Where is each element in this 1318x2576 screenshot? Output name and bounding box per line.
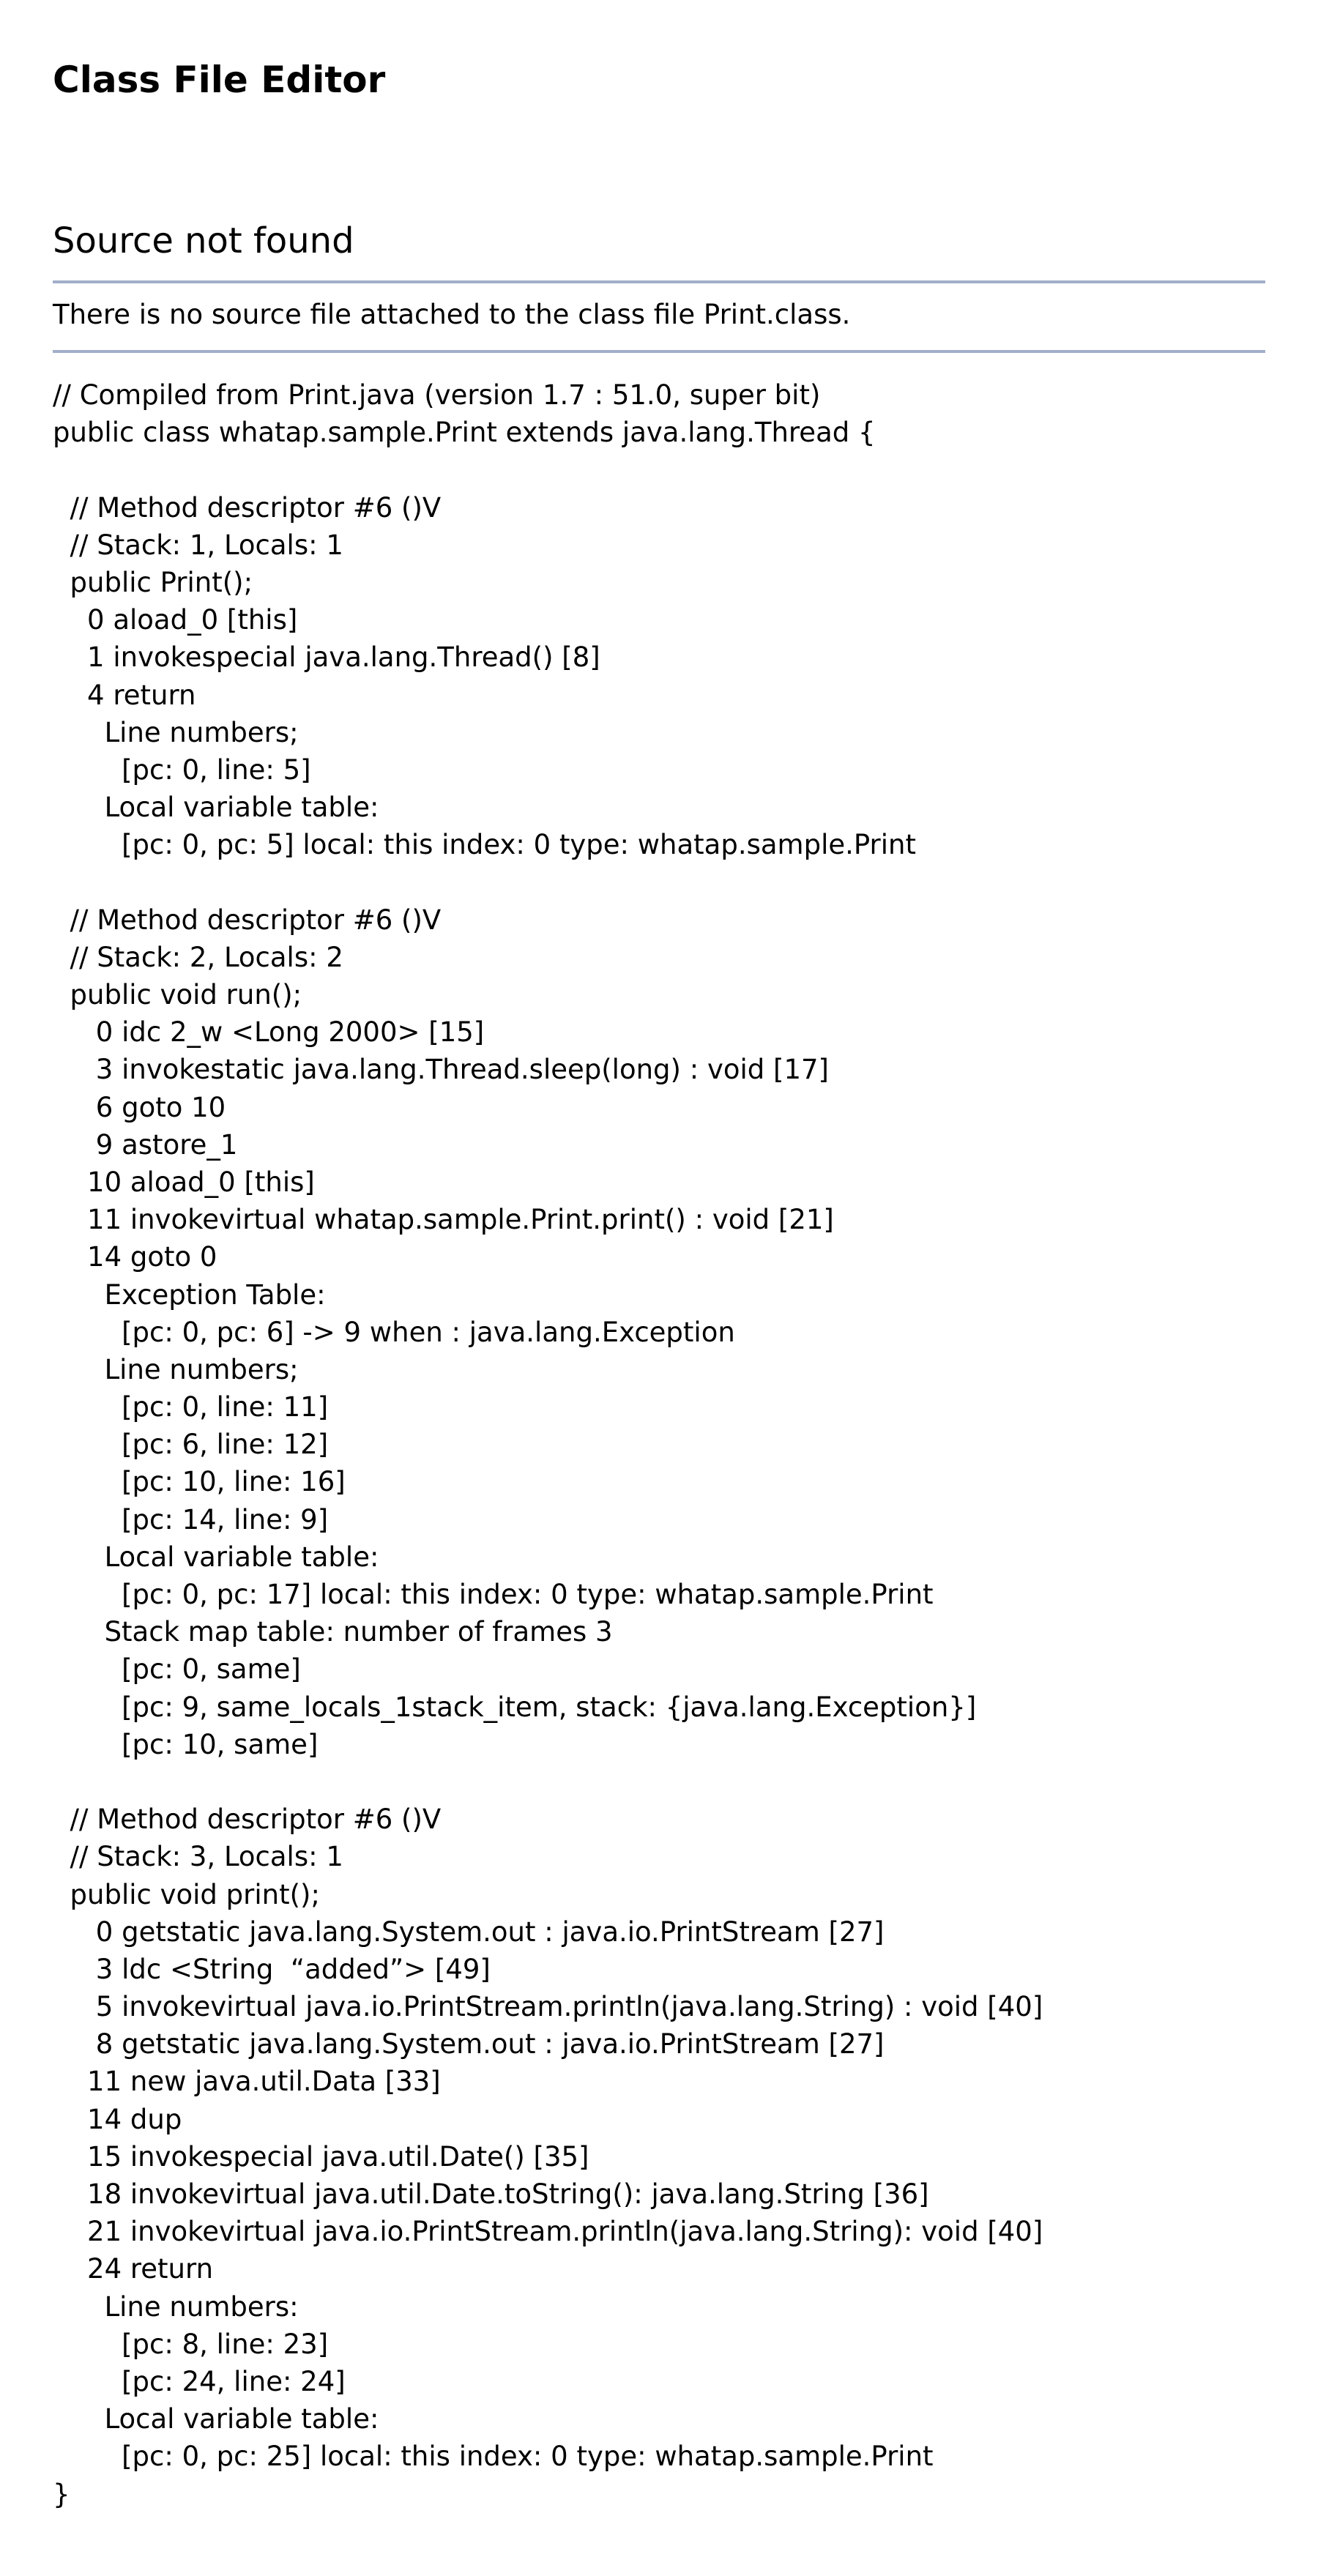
bytecode-line: [pc: 0, pc: 6] -> 9 when : java.lang.Exception bbox=[53, 1316, 735, 1348]
source-not-found-heading: Source not found bbox=[53, 220, 354, 261]
bytecode-line: public void run(); bbox=[53, 979, 302, 1010]
bytecode-line: [pc: 8, line: 23] bbox=[53, 2328, 329, 2360]
bytecode-line bbox=[53, 451, 1043, 488]
bytecode-line: 11 new java.util.Data [33] bbox=[53, 2066, 441, 2098]
bytecode-line: 3 ldc <String “added”> [49] bbox=[53, 1953, 491, 1985]
bytecode-line: [pc: 6, line: 12] bbox=[53, 1429, 329, 1461]
bytecode-line: 21 invokevirtual java.io.PrintStream.println(java.lang.String): void [40] bbox=[53, 2216, 1043, 2248]
bytecode-line: // Stack: 2, Locals: 2 bbox=[53, 941, 343, 973]
bytecode-line: // Method descriptor #6 ()V bbox=[53, 904, 442, 936]
bytecode-line: // Compiled from Print.java (version 1.7 : 51.0, super bit) bbox=[53, 379, 821, 411]
bytecode-line: 8 getstatic java.lang.System.out : java.io.PrintStream [27] bbox=[53, 2028, 885, 2061]
bytecode-line: [pc: 10, same] bbox=[53, 1728, 319, 1760]
bytecode-line: Local variable table: bbox=[53, 792, 379, 824]
bytecode-line: 6 goto 10 bbox=[53, 1091, 226, 1123]
bytecode-line: Stack map table: number of frames 3 bbox=[53, 1616, 613, 1648]
bytecode-line: [pc: 0, pc: 25] local: this index: 0 type: whatap.sample.Print bbox=[53, 2441, 934, 2473]
bytecode-line: [pc: 0, same] bbox=[53, 1653, 301, 1686]
bytecode-line: public void print(); bbox=[53, 1878, 320, 1910]
bytecode-line: Local variable table: bbox=[53, 2403, 379, 2435]
bytecode-line: // Stack: 3, Locals: 1 bbox=[53, 1841, 343, 1873]
bytecode-line: Line numbers: bbox=[53, 2290, 299, 2323]
bytecode-line: [pc: 14, line: 9] bbox=[53, 1503, 329, 1535]
bytecode-line: // Method descriptor #6 ()V bbox=[53, 1803, 442, 1836]
bytecode-line: 24 return bbox=[53, 2253, 214, 2285]
bytecode-line: [pc: 0, pc: 17] local: this index: 0 type: whatap.sample.Print bbox=[53, 1579, 934, 1610]
bytecode-line: 0 getstatic java.lang.System.out : java.io.PrintStream [27] bbox=[53, 1916, 885, 1948]
bytecode-line: public class whatap.sample.Print extends java.lang.Thread { bbox=[53, 417, 876, 449]
bytecode-line: [pc: 0, pc: 5] local: this index: 0 type: whatap.sample.Print bbox=[53, 829, 916, 861]
bytecode-line: 4 return bbox=[53, 679, 196, 711]
bytecode-line: 18 invokevirtual java.util.Date.toString(): java.lang.String [36] bbox=[53, 2178, 929, 2210]
bytecode-line: 3 invokestatic java.lang.Thread.sleep(long) : void [17] bbox=[53, 1054, 829, 1086]
bytecode-line: Exception Table: bbox=[53, 1278, 326, 1311]
divider-top bbox=[53, 280, 1265, 283]
bytecode-line: Line numbers; bbox=[53, 716, 299, 748]
bytecode-line: 1 invokespecial java.lang.Thread() [8] bbox=[53, 641, 600, 674]
bytecode-line: 14 dup bbox=[53, 2103, 182, 2135]
bytecode-line bbox=[53, 863, 1043, 901]
bytecode-line: [pc: 9, same_locals_1stack_item, stack: {java.lang.Exception}] bbox=[53, 1691, 977, 1723]
bytecode-line: 15 invokespecial java.util.Date() [35] bbox=[53, 2140, 589, 2173]
bytecode-line: 0 aload_0 [this] bbox=[53, 604, 298, 636]
bytecode-line: // Stack: 1, Locals: 1 bbox=[53, 529, 343, 561]
bytecode-line: Line numbers; bbox=[53, 1353, 299, 1385]
divider-bottom bbox=[53, 350, 1265, 353]
bytecode-listing bbox=[53, 376, 1043, 2513]
bytecode-line: 0 idc 2_w <Long 2000> [15] bbox=[53, 1016, 485, 1049]
bytecode-line: [pc: 24, line: 24] bbox=[53, 2365, 346, 2397]
bytecode-line: 9 astore_1 bbox=[53, 1128, 238, 1161]
bytecode-line: [pc: 0, line: 5] bbox=[53, 753, 311, 786]
no-source-message: There is no source file attached to the class file Print.class. bbox=[53, 299, 851, 330]
bytecode-line: 5 invokevirtual java.io.PrintStream.println(java.lang.String) : void [40] bbox=[53, 1991, 1043, 2023]
bytecode-line: 14 goto 0 bbox=[53, 1241, 217, 1273]
bytecode-line: [pc: 10, line: 16] bbox=[53, 1466, 346, 1498]
bytecode-line: // Method descriptor #6 ()V bbox=[53, 491, 442, 524]
bytecode-line: 11 invokevirtual whatap.sample.Print.print() : void [21] bbox=[53, 1204, 834, 1236]
bytecode-line bbox=[53, 1763, 1043, 1801]
bytecode-line: 10 aload_0 [this] bbox=[53, 1166, 315, 1198]
editor-title: Class File Editor bbox=[53, 59, 386, 101]
bytecode-line: Local variable table: bbox=[53, 1541, 379, 1573]
bytecode-line: [pc: 0, line: 11] bbox=[53, 1391, 329, 1423]
bytecode-line: public Print(); bbox=[53, 566, 253, 598]
bytecode-line: } bbox=[53, 2478, 70, 2510]
